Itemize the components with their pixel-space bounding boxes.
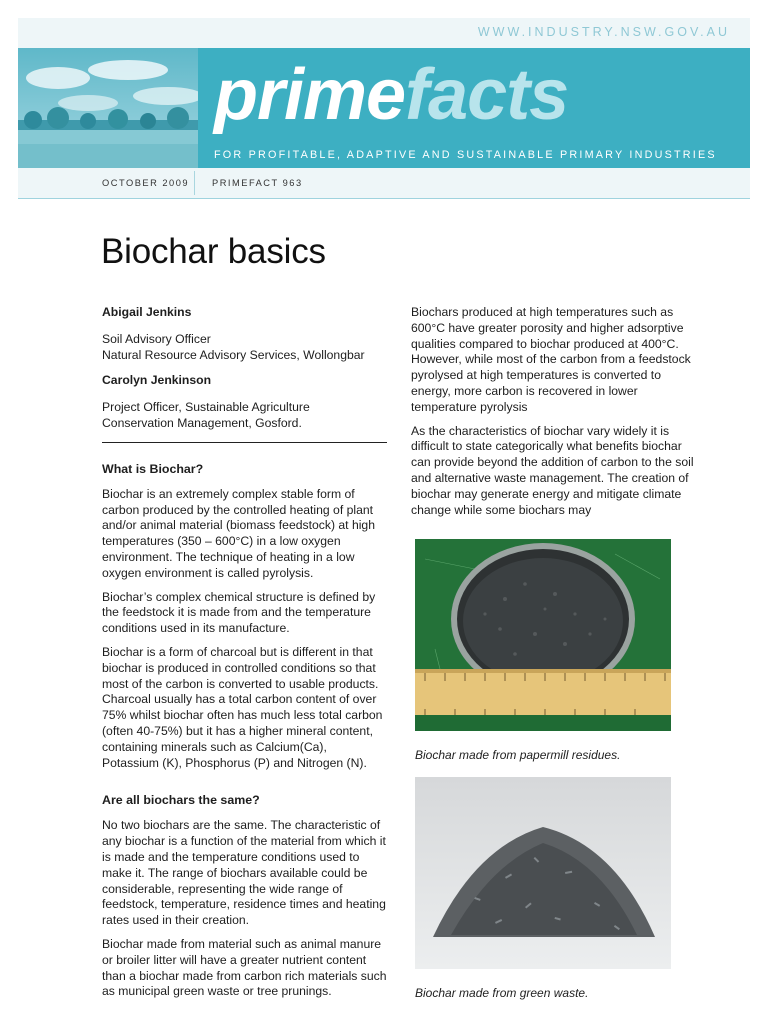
author-name: Carolyn Jenkinson (102, 373, 212, 388)
author-name: Abigail Jenkins (102, 305, 192, 319)
brand-tagline: FOR PROFITABLE, ADAPTIVE AND SUSTAINABLE PRIMARY INDUSTRIES (214, 149, 717, 161)
figure-caption: Biochar made from papermill residues. (415, 748, 621, 762)
paragraph: Biochar’s complex chemical structure is defined by the feedstock it is made from and the temperature conditions used in its manufacture. (102, 589, 376, 636)
paragraph: Biochar is an extremely complex stable form of carbon produced by the controlled heating of plant and/or animal material (biomass feedstock) at high temperatures (350 – 600°C) in a low oxygen environment. The technique of heating in a low oxygen environment is called pyrolysis. (102, 486, 375, 580)
figure-caption: Biochar made from green waste. (415, 986, 589, 1000)
section-divider (102, 442, 387, 443)
author-role-line: Natural Resource Advisory Services, Wollongbar (102, 347, 365, 362)
author-role-line: Project Officer, Sustainable Agriculture (102, 400, 310, 415)
author-role-line: Soil Advisory Officer (102, 331, 211, 346)
section-heading: Are all biochars the same? (102, 793, 260, 808)
paragraph: No two biochars are the same. The characteristic of any biochar is a function of the material from which it is made and the temperature conditions used to make it. The range of biochars available could be considerable, representing the wide range of feedstock, temperature, residence times and heating rates used in their creation. (102, 818, 386, 928)
biochar-greenwaste-photo (415, 777, 671, 969)
paragraph: Biochars produced at high temperatures such as 600°C have greater porosity and higher adsorptive qualities compared to biochar produced at 400°C. However, while most of the carbon from a feedstock pyrolysed at high temperatures is converted to energy, more carbon is recovered in lower temperature pyrolysis (411, 305, 691, 414)
right-column (411, 305, 701, 526)
author-role (102, 332, 387, 364)
issue-bar (18, 168, 750, 199)
brand-word-facts: facts (405, 55, 569, 135)
brand-logo (214, 54, 568, 136)
document-title: Biochar basics (101, 232, 326, 271)
spacer (102, 779, 387, 793)
biochar-papermill-photo (415, 539, 671, 731)
site-url[interactable]: WWW.INDUSTRY.NSW.GOV.AU (477, 25, 730, 39)
landscape-photo (18, 48, 198, 168)
author-role-line: Conservation Management, Gosford. (102, 415, 302, 430)
issue-number: PRIMEFACT 963 (212, 178, 303, 188)
paragraph: Biochar made from material such as animal manure or broiler litter will have a greater nutrient content than a biochar made from carbon rich materials such as municipal green waste or tree prunings. (102, 936, 387, 999)
paragraph: As the characteristics of biochar vary widely it is difficult to state categorically what benefits biochar can provide beyond the addition of carbon to the soil and alternative waste management. The creation of biochar may generate energy and mitigate climate change while some biochars may (411, 423, 694, 517)
author-role (102, 400, 387, 432)
header-top-strip (18, 18, 750, 48)
issue-divider (194, 171, 195, 195)
issue-date: OCTOBER 2009 (102, 178, 190, 188)
left-column (102, 305, 387, 1008)
brand-word-prime: prime (214, 55, 406, 135)
section-heading: What is Biochar? (102, 461, 204, 476)
paragraph: Biochar is a form of charcoal but is different in that biochar is produced in controlled conditions so that most of the carbon is converted to usable products. Charcoal usually has a total carbon content of over 75% whilst biochar often has much less total carbon (often 40-75%) but it has a higher mineral content, containing minerals such as Calcium(Ca), Potassium (K), Phosphorus (P) and Nitrogen (N). (102, 644, 383, 770)
header-banner (18, 48, 750, 168)
